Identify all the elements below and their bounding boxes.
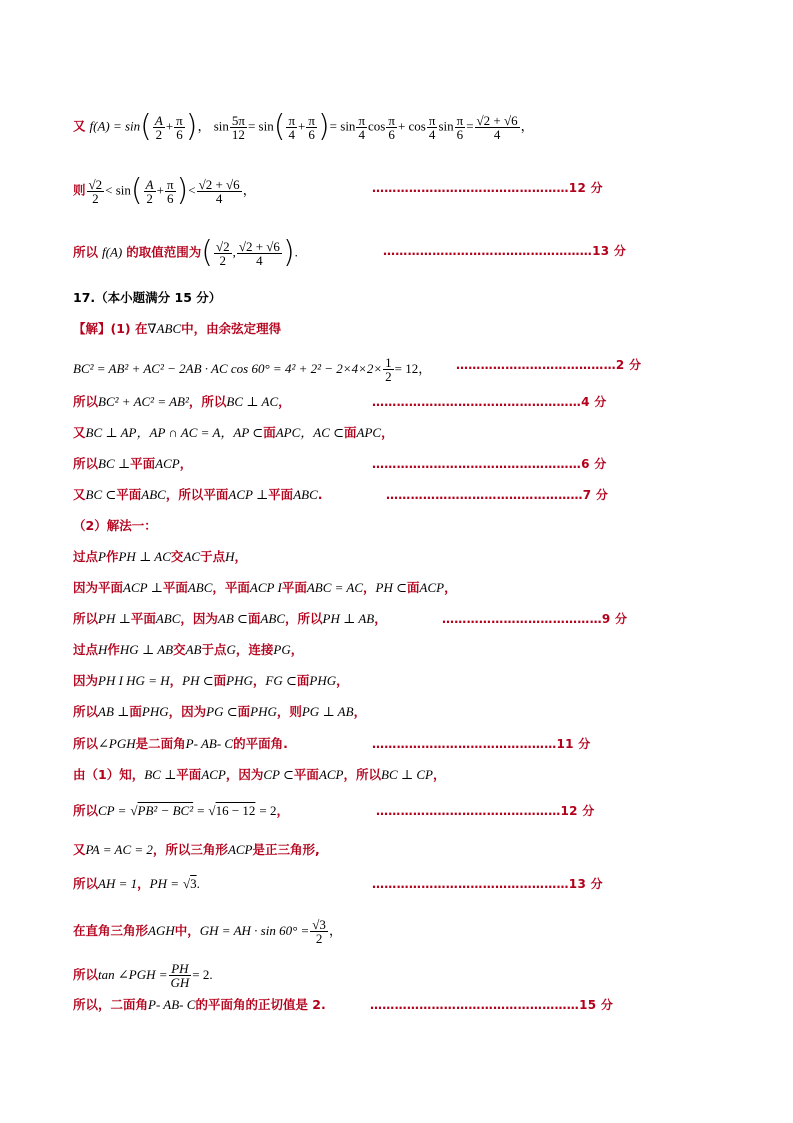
score-6: ……………………………………………6 分 bbox=[372, 457, 607, 471]
line-from-part-one: 由（1）知，BC ⊥平面ACP，因为CP ⊂平面ACP，所以BC ⊥ CP， bbox=[73, 767, 446, 782]
line-right-triangle: 在直角三角形AGH中，GH = AH · sin 60° = $\frac{√3}{2}$ ， bbox=[73, 917, 342, 946]
line-f-of-a: 又 f(A) = sin( $\frac{A}{2}$ + $\frac{\pi}{6}$ )， sin $\frac{5\pi}{12}$ = sin( $\frac{\pi}{4}$ + $\frac{\pi}{6}$ )= sin $\frac{\pi}{4}$ cos $\frac{\pi}{6}$ + cos $\frac{\pi}{4}$ sin $\frac{\pi}{6}$ = $\frac{√2 + √6}{4}$ ， bbox=[73, 109, 534, 144]
score-13b: …………………………………………13 分 bbox=[372, 877, 603, 891]
score-4: ……………………………………………4 分 bbox=[372, 395, 607, 409]
score-7: …………………………………………7 分 bbox=[386, 488, 609, 502]
line-perp-bc-ac: 所以BC² + AC² = AB²，所以BC ⊥ AC， bbox=[73, 394, 291, 409]
line-tangent: 所以tan ∠PGH = $\frac{PH}{GH}$ = 2. bbox=[73, 961, 213, 990]
line-dihedral-angle: 所以∠PGH是二面角P- AB- C的平面角. bbox=[73, 736, 288, 751]
line-inequality: 则 $\frac{√2}{2}$ < sin( $\frac{A}{2}$ + $\frac{\pi}{6}$ )< $\frac{√2 + √6}{4}$ ， bbox=[73, 173, 256, 208]
line-planes-perp: 又BC ⊂平面ABC，所以平面ACP ⊥平面ABC. bbox=[73, 487, 323, 502]
text: 又 bbox=[73, 118, 86, 134]
score-12: …………………………………………12 分 bbox=[372, 181, 603, 195]
line-because-ph-hg: 因为PH I HG = H，PH ⊂面PHG，FG ⊂面PHG， bbox=[73, 673, 349, 688]
score-12b: ………………………………………12 分 bbox=[376, 804, 595, 818]
line-bc-perp-ap: 又BC ⊥ AP，AP ∩ AC = A，AP ⊂面APC，AC ⊂面APC， bbox=[73, 425, 394, 440]
line-solution-intro: 【解】(1) 在∇ABC中，由余弦定理得 bbox=[73, 321, 282, 336]
score-13: ……………………………………………13 分 bbox=[383, 244, 627, 258]
line-cosine-law: BC² = AB² + AC² − 2AB · AC cos 60° = 4² + 2² − 2×4×2× $\frac{1}{2}$ = 12， bbox=[73, 355, 432, 384]
line-draw-ph: 过点P作PH ⊥ AC交AC于点H， bbox=[73, 549, 247, 564]
score-11: ………………………………………11 分 bbox=[372, 737, 591, 751]
line-draw-hg: 过点H作HG ⊥ AB交AB于点G，连接PG， bbox=[73, 642, 304, 657]
line-ph-perp-ab: 所以PH ⊥平面ABC，因为AB ⊂面ABC，所以PH ⊥ AB， bbox=[73, 611, 387, 626]
score-15: ……………………………………………15 分 bbox=[370, 998, 614, 1012]
line-cp-length: 所以CP = √PB² − BC² = √16 − 12 = 2， bbox=[73, 803, 289, 818]
question-17-heading: 17.（本小题满分 15 分） bbox=[73, 290, 222, 305]
line-ab-perp-phg: 所以AB ⊥面PHG，因为PG ⊂面PHG，则PG ⊥ AB， bbox=[73, 704, 367, 719]
line-ah-ph: 所以AH = 1，PH = √3. bbox=[73, 876, 200, 891]
fraction: $\frac{5\pi}{12}$ bbox=[231, 112, 245, 142]
line-equilateral: 又PA = AC = 2，所以三角形ACP是正三角形, bbox=[73, 842, 320, 857]
formula: f(A) = sin bbox=[89, 118, 141, 134]
fraction: $\frac{\pi}{6}$ bbox=[176, 112, 183, 142]
line-because-planes: 因为平面ACP ⊥平面ABC，平面ACP I平面ABC = AC，PH ⊂面ACP， bbox=[73, 580, 457, 595]
fraction: $\frac{A}{2}$ bbox=[154, 112, 163, 142]
score-9: …………………………………9 分 bbox=[442, 612, 628, 626]
line-conclusion: 所以，二面角P- AB- C的平面角的正切值是 2. bbox=[73, 997, 326, 1012]
line-range: 所以 f(A) 的取值范围为( $\frac{√2}{2}$ , $\frac{√2 + √6}{4}$ ). bbox=[73, 235, 298, 270]
line-bc-perp-plane: 所以BC ⊥平面ACP， bbox=[73, 456, 193, 471]
line-method-one: （2）解法一： bbox=[73, 518, 157, 533]
score-2: …………………………………2 分 bbox=[456, 358, 642, 372]
